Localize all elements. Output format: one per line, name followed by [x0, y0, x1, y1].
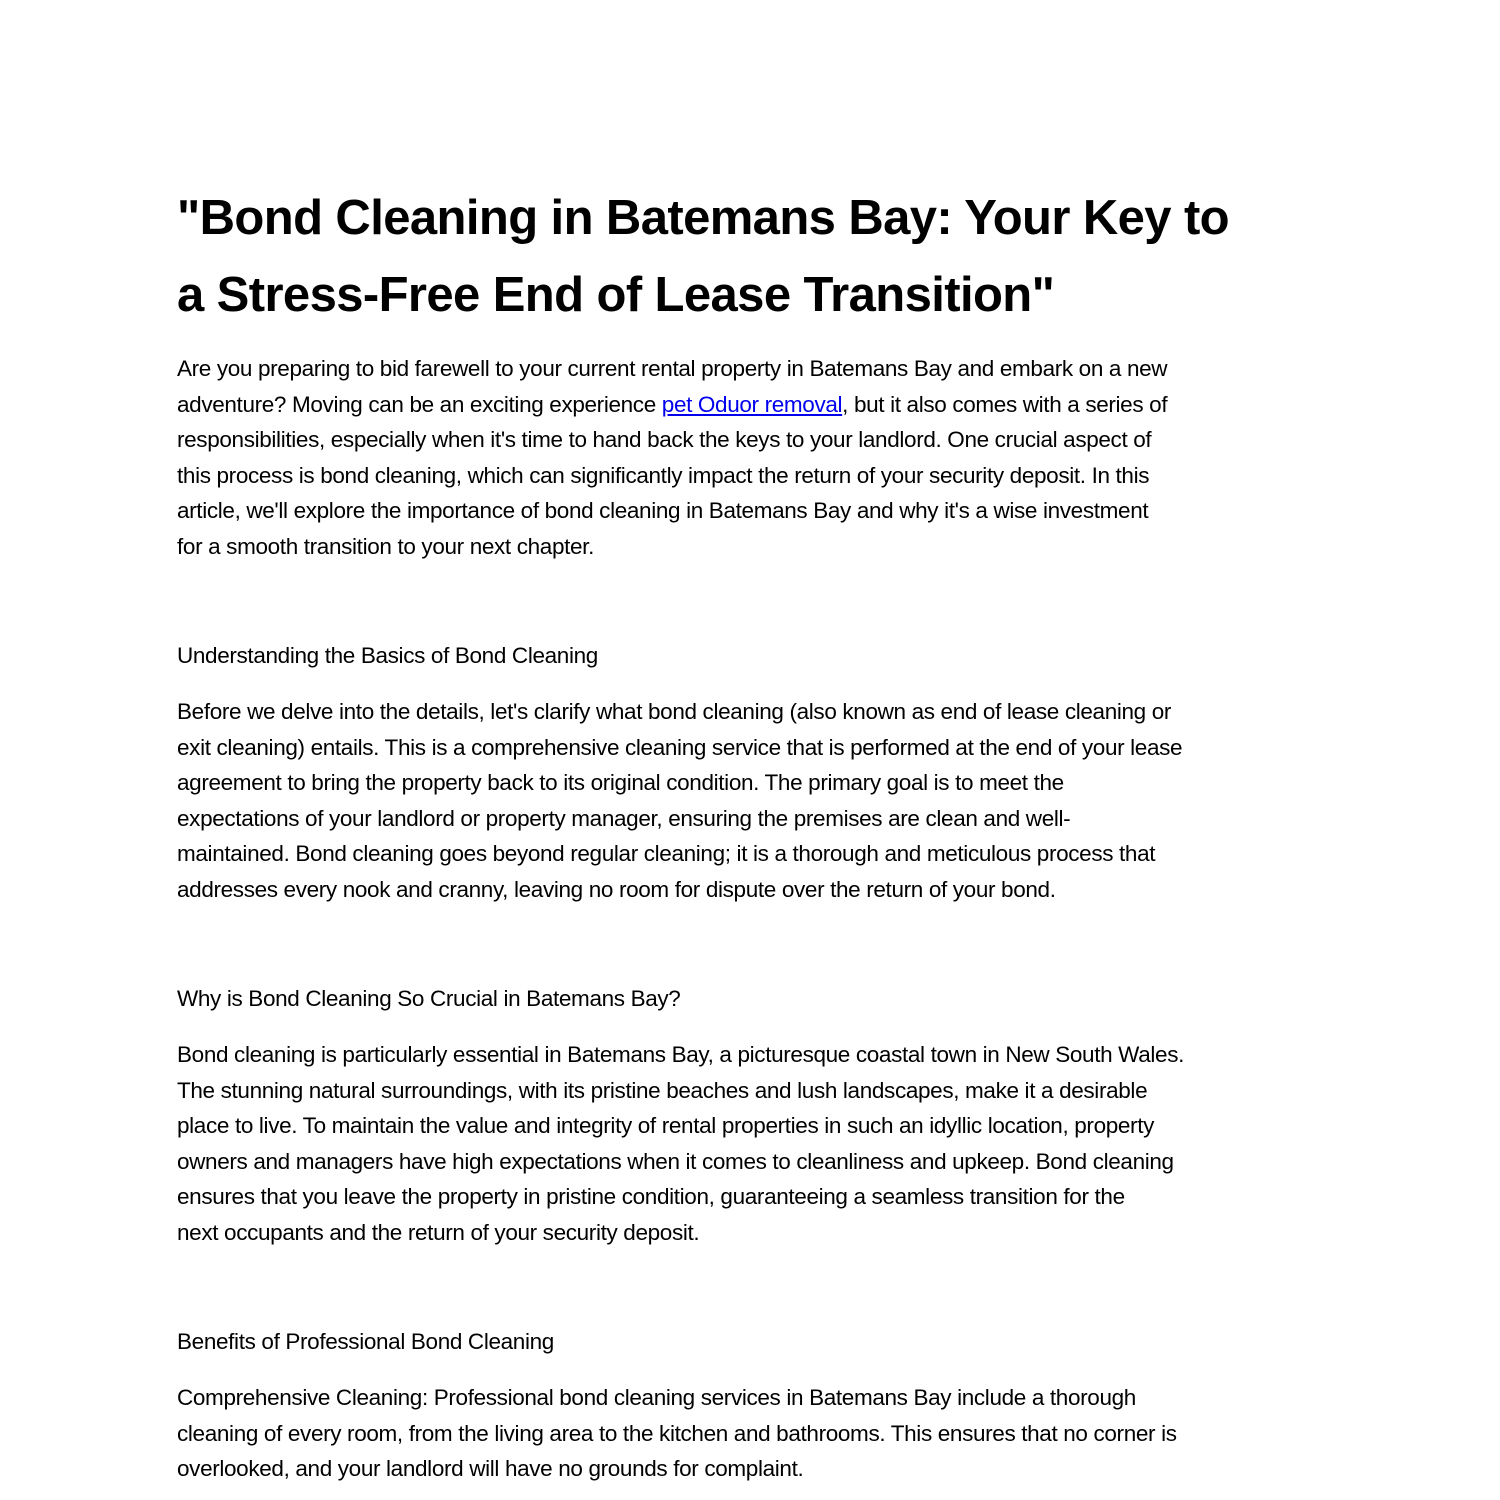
- intro-paragraph: [177, 351, 1337, 564]
- section-heading-why-crucial: Why is Bond Cleaning So Crucial in Batemans Bay?: [177, 986, 681, 1011]
- paragraph-line: exit cleaning) entails. This is a comprehensive cleaning service that is performed at the end of your lease: [177, 734, 1183, 760]
- paragraph-line: overlooked, and your landlord will have no grounds for complaint.: [177, 1456, 804, 1481]
- intro-line: responsibilities, especially when it's time to hand back the keys to your landlord. One crucial aspect of: [177, 427, 1152, 452]
- paragraph-line: addresses every nook and cranny, leaving no room for dispute over the return of your bond.: [177, 876, 1056, 902]
- section-paragraph-benefits: [177, 1380, 1337, 1487]
- paragraph-line: next occupants and the return of your security deposit.: [177, 1219, 700, 1245]
- paragraph-line: The stunning natural surroundings, with its pristine beaches and lush landscapes, make it a desirable: [177, 1077, 1148, 1103]
- paragraph-line: agreement to bring the property back to its original condition. The primary goal is to meet the: [177, 770, 1064, 795]
- intro-text: , but it also comes with a series of: [842, 391, 1168, 417]
- paragraph-line: owners and managers have high expectations when it comes to cleanliness and upkeep. Bond cleaning: [177, 1148, 1174, 1174]
- paragraph-line: cleaning of every room, from the living area to the kitchen and bathrooms. This ensures that no corner is: [177, 1420, 1177, 1446]
- pet-odour-removal-link[interactable]: pet Oduor removal: [661, 391, 843, 417]
- document-title: [177, 180, 1337, 334]
- intro-line: article, we'll explore the importance of bond cleaning in Batemans Bay and why it's a wise investment: [177, 498, 1149, 523]
- intro-line: for a smooth transition to your next chapter.: [177, 533, 594, 559]
- intro-line-with-link: [177, 387, 1337, 423]
- paragraph-line: place to live. To maintain the value and integrity of rental properties in such an idyllic location, property: [177, 1113, 1154, 1138]
- paragraph-line: ensures that you leave the property in pristine condition, guaranteeing a seamless transition for the: [177, 1184, 1125, 1209]
- intro-line: this process is bond cleaning, which can significantly impact the return of your security deposit. In this: [177, 462, 1150, 488]
- section-heading-benefits: Benefits of Professional Bond Cleaning: [177, 1329, 554, 1354]
- title-line-1: "Bond Cleaning in Batemans Bay: Your Key to: [177, 191, 1230, 245]
- section-paragraph-why-crucial: [177, 1037, 1337, 1250]
- section-paragraph-basics: [177, 694, 1337, 907]
- paragraph-line: Comprehensive Cleaning: Professional bond cleaning services in Batemans Bay include a thorough: [177, 1385, 1136, 1410]
- paragraph-line: maintained. Bond cleaning goes beyond regular cleaning; it is a thorough and meticulous process that: [177, 841, 1156, 866]
- title-line-2: a Stress-Free End of Lease Transition": [177, 268, 1055, 322]
- paragraph-line: expectations of your landlord or property manager, ensuring the premises are clean and well-: [177, 805, 1071, 831]
- paragraph-line: Before we delve into the details, let's clarify what bond cleaning (also known as end of lease cleaning or: [177, 699, 1172, 724]
- intro-text: adventure? Moving can be an exciting experience: [177, 391, 662, 417]
- section-heading-basics: Understanding the Basics of Bond Cleaning: [177, 643, 598, 668]
- paragraph-line: Bond cleaning is particularly essential in Batemans Bay, a picturesque coastal town in New South Wales.: [177, 1042, 1184, 1067]
- intro-line: Are you preparing to bid farewell to your current rental property in Batemans Bay and embark on a new: [177, 356, 1168, 381]
